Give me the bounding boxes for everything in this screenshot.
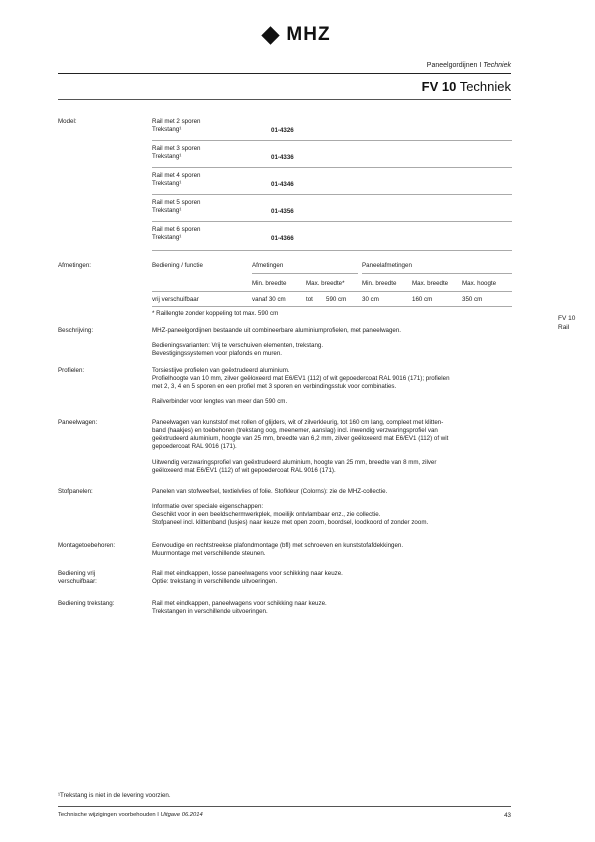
profielen-l3: met 2, 3, 4 en 5 sporen en een profiel met 3 sporen en verbindingsstuk voor combinaties. [152, 383, 397, 390]
row-max: 590 cm [326, 296, 347, 303]
section-label: Paneelgordijnen I Techniek [426, 62, 511, 69]
sub-max-hoogte: Max. hoogte [462, 280, 497, 287]
brand-logo [0, 24, 595, 47]
model-rail-5: Rail met 5 sporen [152, 199, 201, 206]
model-code-4: 01-4346 [271, 181, 294, 188]
divider [152, 291, 512, 292]
paneelwagen-l6: geëloxeerd mat E6/EV1 (112) of wit gepoedercoat RAL 9016 (171). [152, 467, 336, 474]
stofpanelen-l4: Stofpaneel incl. klittenband (lusjes) naar keuze met open zoom, boordsel, loodkoord of zonder zoom. [152, 519, 429, 526]
sub-paneel-min: Min. breedte [362, 280, 397, 287]
model-trekstang-4: Trekstang¹ [152, 180, 182, 187]
col-afmetingen: Afmetingen [252, 262, 284, 269]
model-rail-3: Rail met 3 sporen [152, 145, 201, 152]
beschrijving-p2a: Bedieningsvarianten: Vrij te verschuiven elementen, trekstang. [152, 342, 324, 349]
diamond-logo-icon [262, 26, 280, 44]
model-label: Model: [58, 118, 77, 125]
logo-text: MHZ [286, 24, 331, 45]
stofpanelen-l3: Geschikt voor in een beeldschermwerkplek, moeilijk ontvlambaar enz., zie collectie. [152, 511, 381, 518]
model-trekstang-3: Trekstang¹ [152, 153, 182, 160]
divider [152, 140, 512, 141]
profielen-l4: Railverbinder voor lengtes van meer dan 590 cm. [152, 398, 288, 405]
row-min: vanaf 30 cm [252, 296, 286, 303]
sub-max-breedte: Max. breedte* [306, 280, 345, 287]
profielen-label: Profielen: [58, 367, 85, 374]
row-tot: tot [306, 296, 313, 303]
profielen-l1: Torsiestijve profielen van geëxtrudeerd aluminium. [152, 367, 290, 374]
page-number: 43 [504, 812, 511, 819]
divider [362, 273, 512, 274]
afmetingen-label: Afmetingen: [58, 262, 92, 269]
model-code-6: 01-4366 [271, 235, 294, 242]
divider [152, 221, 512, 222]
paneelwagen-l2: band (haakjes) en toebehoren (trekstang oog, meenemer, aanslag) incl. inwendig verzwaringsprofiel van [152, 427, 438, 434]
montage-l1: Eenvoudige en rechtstreekse plafondmontage (bfl) met schroeven en kunststofafdekkingen. [152, 542, 404, 549]
row-paneel-max: 160 cm [412, 296, 433, 303]
divider [152, 250, 512, 251]
footer-left: Technische wijzigingen voorbehouden I Uitgave 06.2014 [58, 812, 203, 818]
paneelwagen-l4: gepoedercoat RAL 9016 (171). [152, 443, 237, 450]
afmetingen-note: * Raillengte zonder koppeling tot max. 590 cm [152, 310, 279, 317]
bediening-vrij-label: Bediening vrij verschuifbaar: [58, 570, 97, 585]
stofpanelen-label: Stofpanelen: [58, 488, 93, 495]
row-paneel-min: 30 cm [362, 296, 379, 303]
col-bediening: Bediening / functie [152, 262, 203, 269]
stofpanelen-l1: Panelen van stofweefsel, textielvlies of folie. Stofkleur (Colorns): zie de MHZ-collectie. [152, 488, 388, 495]
bediening-trek-label: Bediening trekstang: [58, 600, 115, 607]
bediening-vrij-l1: Rail met eindkappen, losse paneelwagens voor schikking naar keuze. [152, 570, 343, 577]
divider [152, 167, 512, 168]
row-functie: vrij verschuifbaar [152, 296, 199, 303]
model-trekstang-2: Trekstang¹ [152, 126, 182, 133]
footnote: ¹Trekstang is niet in de levering voorzien. [58, 792, 171, 799]
paneelwagen-l1: Paneelwagen van kunststof met rollen of glijders, wit of zilverkleurig, tot 160 cm lang, compleet met klitten- [152, 419, 444, 426]
row-hoogte: 350 cm [462, 296, 483, 303]
stofpanelen-l2: Informatie over speciale eigenschappen: [152, 503, 264, 510]
bediening-trek-l1: Rail met eindkappen, paneelwagens voor schikking naar keuze. [152, 600, 327, 607]
paneelwagen-l5: Uitwendig verzwaringsprofiel van geëxtrudeerd aluminium, hoogte van 25 mm, breedte van 8 mm, zilver [152, 459, 437, 466]
divider [152, 306, 512, 307]
sub-min-breedte: Min. breedte [252, 280, 287, 287]
side-note: FV 10 Rail [558, 315, 576, 331]
header-rule [58, 73, 511, 74]
bediening-vrij-l2: Optie: trekstang in verschillende uitvoeringen. [152, 578, 278, 585]
page-title: FV 10 Techniek [421, 79, 511, 94]
model-trekstang-6: Trekstang¹ [152, 234, 182, 241]
paneelwagen-l3: geëxtrudeerd aluminium, hoogte van 25 mm, breedte van 6,2 mm, zilver geëloxeerd mat E6/EV1 (112) of wit [152, 435, 449, 442]
model-trekstang-5: Trekstang¹ [152, 207, 182, 214]
model-code-5: 01-4356 [271, 208, 294, 215]
model-code-2: 01-4326 [271, 127, 294, 134]
sub-paneel-max: Max. breedte [412, 280, 449, 287]
title-rule [58, 99, 511, 100]
footer-rule [58, 806, 511, 807]
model-code-3: 01-4336 [271, 154, 294, 161]
model-rail-2: Rail met 2 sporen [152, 118, 201, 125]
beschrijving-p1: MHZ-paneelgordijnen bestaande uit combineerbare aluminiumprofielen, met paneelwagen. [152, 327, 402, 334]
model-rail-4: Rail met 4 sporen [152, 172, 201, 179]
paneelwagen-label: Paneelwagen: [58, 419, 98, 426]
divider [252, 273, 358, 274]
col-paneel: Paneelafmetingen [362, 262, 412, 269]
bediening-trek-l2: Trekstangen in verschillende uitvoeringen. [152, 608, 268, 615]
beschrijving-p2b: Bevestigingssystemen voor plafonds en muren. [152, 350, 283, 357]
divider [152, 194, 512, 195]
model-rail-6: Rail met 6 sporen [152, 226, 201, 233]
beschrijving-label: Beschrijving: [58, 327, 94, 334]
profielen-l2: Profielhoogte van 10 mm, zilver geëloxeerd mat E6/EV1 (112) of wit gepoedercoat RAL 9016 (171); profielen [152, 375, 450, 382]
montage-l2: Muurmontage met verschillende steunen. [152, 550, 266, 557]
montage-label: Montagetoebehoren: [58, 542, 116, 549]
